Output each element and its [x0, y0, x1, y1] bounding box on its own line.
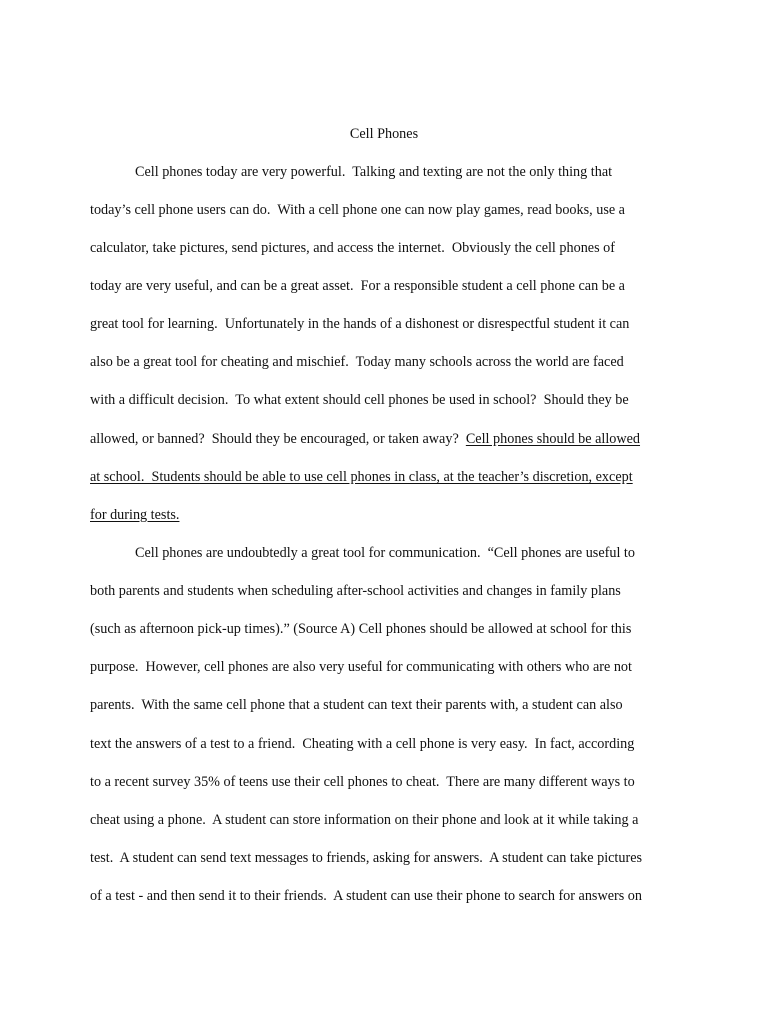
paragraph-2-line-6: text the answers of a test to a friend. Cheating with a cell phone is very easy. In fact, according: [90, 736, 635, 752]
paragraph-2-line-9: test. A student can send text messages to friends, asking for answers. A student can take pictures: [90, 850, 643, 866]
paragraph-2-line-4: purpose. However, cell phones are also very useful for communicating with others who are not: [90, 659, 632, 675]
paragraph-2-line-1: Cell phones are undoubtedly a great tool for communication. “Cell phones are useful to: [135, 545, 635, 561]
paragraph-1-line-7: with a difficult decision. To what extent should cell phones be used in school? Should they be: [90, 392, 629, 408]
paragraph-2-line-7: to a recent survey 35% of teens use their cell phones to cheat. There are many different ways to: [90, 774, 635, 790]
paragraph-1-line-8: [90, 429, 690, 449]
paragraph-2-line-5: parents. With the same cell phone that a student can text their parents with, a student can also: [90, 697, 623, 713]
paragraph-1-line-2: today’s cell phone users can do. With a cell phone one can now play games, read books, use a: [90, 202, 625, 218]
thesis-statement-line-1: at school. Students should be able to use cell phones in class, at the teacher’s discretion, except: [90, 469, 633, 485]
paragraph-1-line-1: Cell phones today are very powerful. Talking and texting are not the only thing that: [135, 164, 613, 180]
paragraph-2-line-10: of a test - and then send it to their friends. A student can use their phone to search for answers on: [90, 888, 642, 904]
paragraph-2-line-3: (such as afternoon pick-up times).” (Source A) Cell phones should be allowed at school for this: [90, 621, 632, 637]
paragraph-2-line-2: both parents and students when scheduling after-school activities and changes in family plans: [90, 583, 621, 599]
paragraph-1-line-8-text: allowed, or banned? Should they be encouraged, or taken away?: [90, 431, 466, 447]
thesis-statement-line-2: for during tests.: [90, 507, 180, 523]
paragraph-1-line-5: great tool for learning. Unfortunately in the hands of a dishonest or disrespectful student it can: [90, 316, 630, 332]
thesis-statement-start: Cell phones should be allowed: [465, 431, 641, 447]
paragraph-1-line-4: today are very useful, and can be a great asset. For a responsible student a cell phone can be a: [90, 278, 625, 294]
paragraph-1-line-3: calculator, take pictures, send pictures, and access the internet. Obviously the cell phones of: [90, 240, 615, 256]
paragraph-2-line-8: cheat using a phone. A student can store information on their phone and look at it while taking a: [90, 812, 639, 828]
document-title: Cell Phones: [349, 126, 419, 142]
paragraph-1-line-6: also be a great tool for cheating and mischief. Today many schools across the world are faced: [90, 354, 624, 370]
